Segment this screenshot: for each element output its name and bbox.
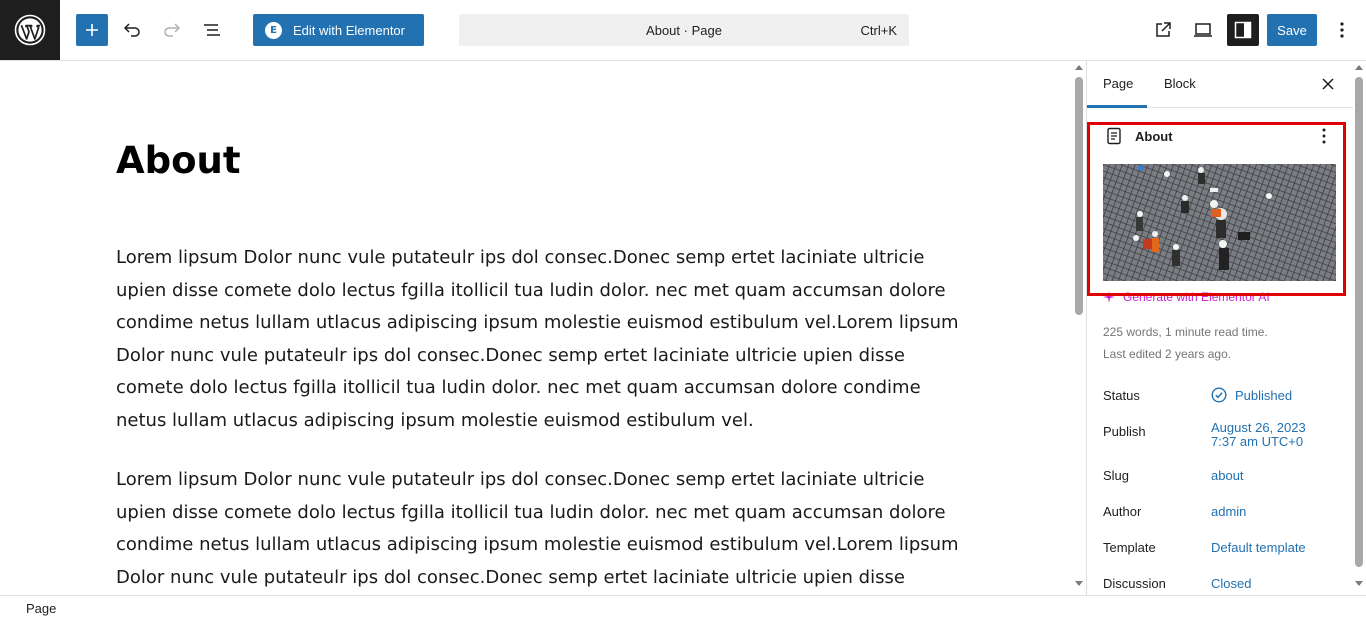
scroll-up-arrow[interactable]: [1075, 65, 1083, 70]
scroll-down-arrow[interactable]: [1355, 581, 1363, 586]
publish-time-line: 7:37 am UTC+0: [1211, 434, 1304, 449]
command-shortcut: Ctrl+K: [860, 23, 897, 38]
author-label: Author: [1103, 504, 1142, 519]
wordpress-logo-button[interactable]: [0, 0, 60, 60]
scrollbar-thumb[interactable]: [1355, 77, 1363, 567]
last-edited: Last edited 2 years ago.: [1103, 347, 1232, 361]
undo-button[interactable]: [116, 14, 148, 46]
published-check-icon: [1211, 387, 1227, 403]
canvas-scrollbar[interactable]: [1072, 61, 1086, 595]
page-title[interactable]: About: [116, 139, 241, 182]
paragraph-block[interactable]: Lorem lipsum Dolor nunc vule putateulr ips dol consec.Donec semp ertet laciniate ultricie upien disse comete dolo lectus fgilla itollicil tua ludin dolor. nec met quam accumsan dolore condime netus lullam utlacus adipiscing ipsum molestie euismod estibulum vel.Lorem lipsum Dolor nunc vule putateulr ips dol consec.Donec semp ertet laciniate ultricie upien disse: [116, 469, 959, 588]
wordpress-icon: [14, 14, 46, 46]
command-palette-button[interactable]: [459, 14, 909, 46]
discussion-label: Discussion: [1103, 576, 1166, 591]
active-tab-indicator: [1087, 105, 1147, 108]
highlight-box: [1087, 122, 1346, 296]
slug-value[interactable]: about: [1211, 468, 1244, 483]
editor-footer: [0, 595, 1366, 620]
more-vertical-icon: [1332, 20, 1352, 40]
list-view-icon: [202, 20, 222, 40]
tab-block[interactable]: Block: [1164, 76, 1196, 91]
editor-header: [0, 0, 1366, 61]
close-sidebar-button[interactable]: [1318, 74, 1338, 94]
edit-with-elementor-button[interactable]: [253, 14, 424, 46]
discussion-value[interactable]: Closed: [1211, 576, 1252, 591]
settings-toggle-button[interactable]: [1227, 14, 1259, 46]
generate-ai-label: Generate with Elementor AI: [1123, 290, 1270, 304]
add-block-button[interactable]: [76, 14, 108, 46]
redo-icon: [162, 20, 182, 40]
author-value[interactable]: admin: [1211, 504, 1247, 519]
publish-label: Publish: [1103, 424, 1146, 439]
undo-icon: [122, 20, 142, 40]
close-icon: [1322, 78, 1334, 90]
paragraph-block[interactable]: Lorem lipsum Dolor nunc vule putateulr ips dol consec.Donec semp ertet laciniate ultricie upien disse comete dolo lectus fgilla itollicil tua ludin dolor. nec met quam accumsan dolore condime netus lullam utlacus adipiscing ipsum molestie euismod estibulum vel.Lorem lipsum Dolor nunc vule putateulr ips dol consec.Donec semp ertet laciniate ultricie upien disse comete dolo lectus fgilla itollicil tua ludin dolor. nec met quam accumsan dolore condime netus lullam utlacus adipiscing ipsum molestie euismod estibulum vel.: [116, 247, 959, 431]
status-text: Published: [1235, 387, 1293, 403]
scroll-down-arrow[interactable]: [1075, 581, 1083, 586]
status-label: Status: [1103, 388, 1140, 403]
slug-label: Slug: [1103, 468, 1130, 483]
sidebar-scrollbar[interactable]: [1352, 61, 1366, 595]
options-menu-button[interactable]: [1326, 14, 1358, 46]
breadcrumb[interactable]: Page: [26, 601, 57, 616]
tab-page[interactable]: Page: [1103, 76, 1134, 91]
template-label: Template: [1103, 540, 1156, 555]
desktop-icon: [1193, 20, 1213, 40]
editor-canvas[interactable]: [0, 61, 1070, 595]
template-value[interactable]: Default template: [1211, 540, 1306, 555]
redo-button[interactable]: [156, 14, 188, 46]
edit-with-elementor-label: Edit with Elementor: [293, 22, 405, 38]
document-overview-button[interactable]: [196, 14, 228, 46]
plus-icon: [84, 22, 100, 38]
word-count: 225 words, 1 minute read time.: [1103, 325, 1268, 339]
save-button[interactable]: Save: [1267, 14, 1317, 46]
publish-date[interactable]: [1211, 421, 1306, 449]
external-link-icon: [1153, 20, 1173, 40]
document-title: About · Page: [646, 22, 722, 38]
view-page-button[interactable]: [1147, 14, 1179, 46]
scroll-up-arrow[interactable]: [1355, 65, 1363, 70]
status-value[interactable]: [1211, 387, 1292, 403]
preview-device-button[interactable]: [1187, 14, 1219, 46]
scrollbar-thumb[interactable]: [1075, 77, 1083, 315]
publish-date-line: August 26, 2023: [1211, 420, 1306, 435]
elementor-icon: E: [265, 22, 282, 39]
sidebar-icon: [1233, 20, 1253, 40]
page-card-title: About: [1135, 129, 1173, 144]
sidebar-tabs: [1087, 61, 1353, 108]
